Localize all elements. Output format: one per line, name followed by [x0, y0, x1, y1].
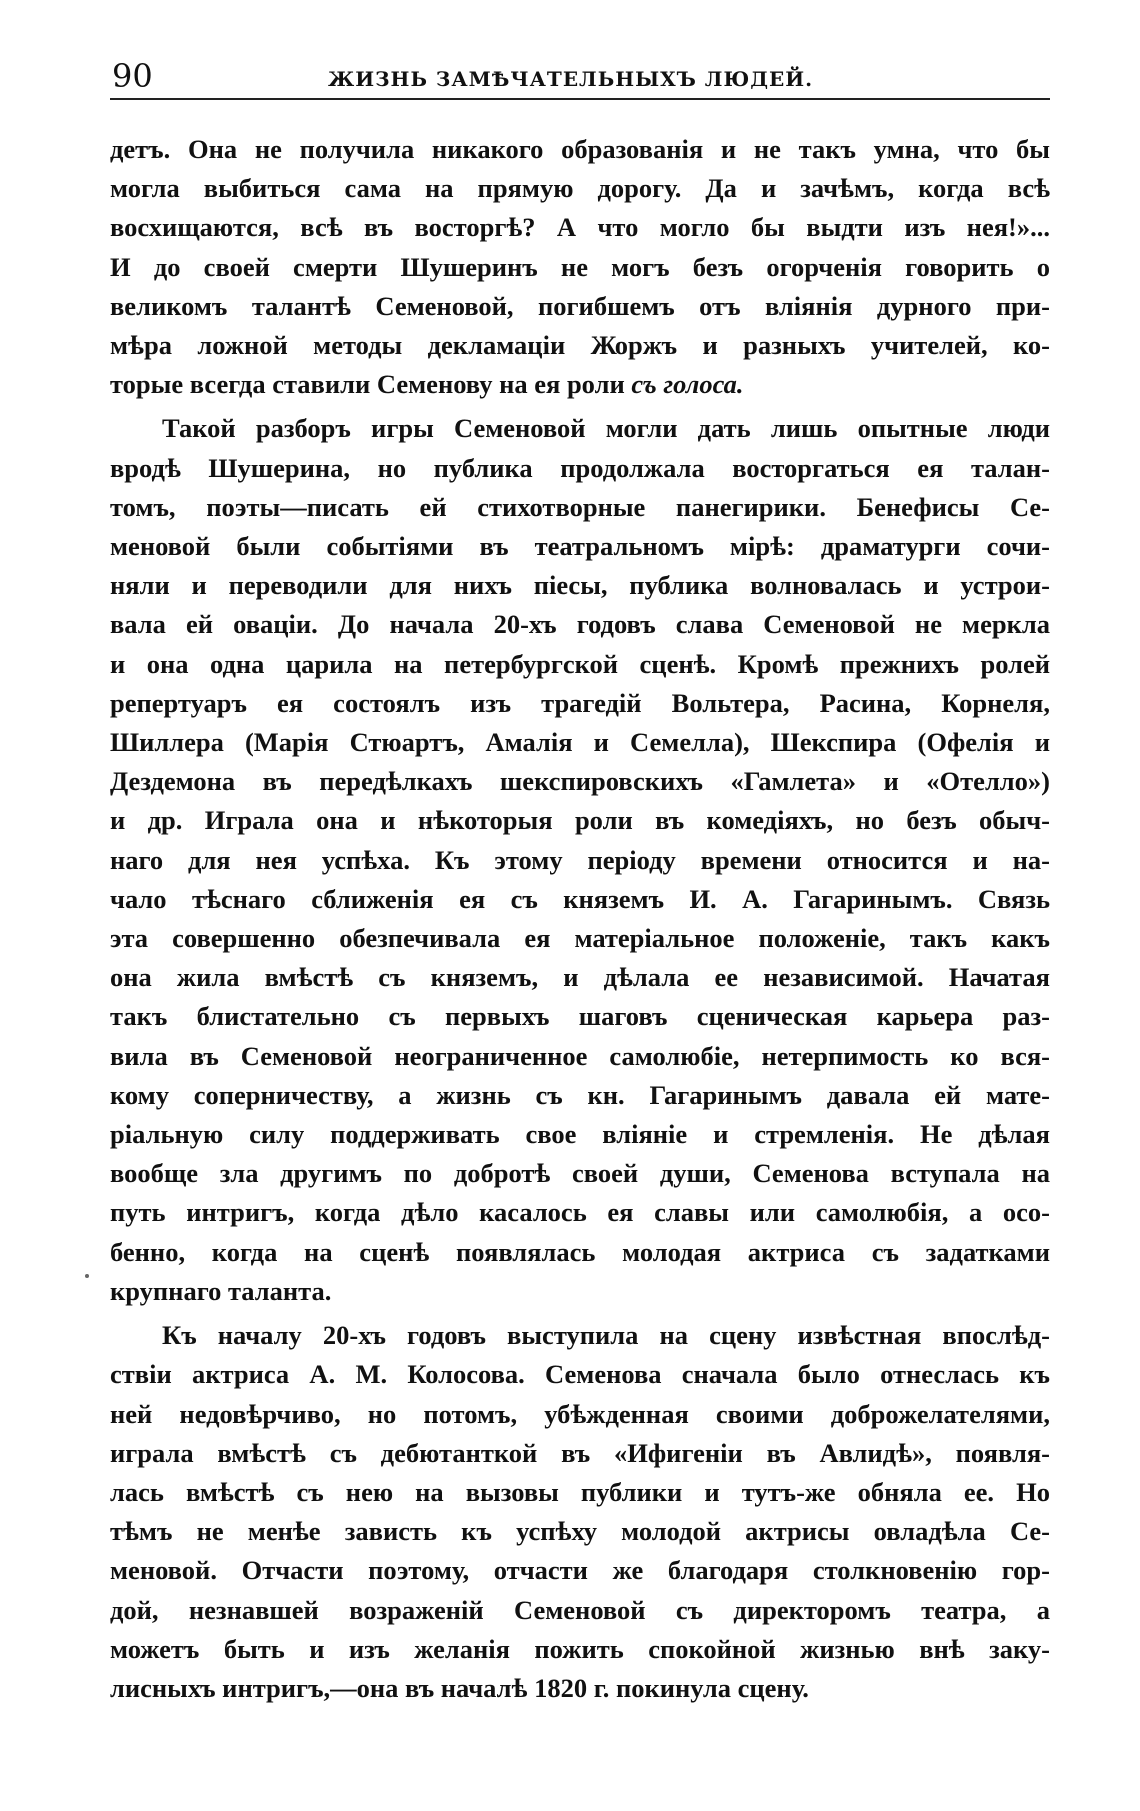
- text-line: и она одна царила на петербургской сценѣ. Кромѣ прежнихъ ролей: [110, 648, 1050, 679]
- text-line: дой, незнавшей возраженій Семеновой съ директоромъ театра, а: [110, 1594, 1050, 1625]
- text-segment: торые всегда ставили Семенову на ея роли: [110, 369, 632, 400]
- text-line: мѣра ложной методы декламаціи Жоржъ и разныхъ учителей, ко-: [110, 330, 1050, 361]
- text-line: крупнаго таланта.: [110, 1275, 332, 1306]
- text-line: можетъ быть и изъ желанія пожить спокойной жизнью внѣ заку-: [110, 1633, 1050, 1664]
- text-line: Такой разборъ игры Семеновой могли дать лишь опытные люди: [162, 413, 1050, 444]
- text-line: томъ, поэты—писать ей стихотворные панегирики. Бенефисы Се-: [110, 491, 1050, 522]
- text-line: меновой были событіями въ театральномъ мірѣ: драматурги сочи-: [110, 531, 1050, 562]
- text-line: эта совершенно обезпечивала ея матеріальное положеніе, такъ какъ: [110, 923, 1050, 954]
- text-line: ріальную силу поддерживать свое вліяніе и стремленія. Не дѣлая: [110, 1119, 1050, 1150]
- text-line: няли и переводили для нихъ піесы, публика волновалась и устрои-: [110, 570, 1050, 601]
- text-line: детъ. Она не получила никакого образованія и не такъ умна, что бы: [110, 134, 1050, 164]
- page-number: 90: [112, 57, 153, 95]
- text-line: чало тѣснаго сближенія ея съ княземъ И. А. Гагаринымъ. Связь: [110, 883, 1050, 914]
- page-header: [110, 48, 1050, 100]
- text-line: ствіи актриса А. М. Колосова. Семенова сначала было отнеслась къ: [110, 1359, 1050, 1390]
- text-line: И до своей смерти Шушеринъ не могъ безъ огорченія говорить о: [110, 251, 1050, 282]
- text-line: [110, 365, 1050, 404]
- text-line: путь интригъ, когда дѣло касалось ея славы или самолюбія, а осо-: [110, 1197, 1050, 1228]
- text-line: восхищаются, всѣ въ восторгѣ? А что могло бы выдти изъ нея!»...: [110, 212, 1050, 243]
- text-line: играла вмѣстѣ съ дебютанткой въ «Ифигеніи въ Авлидѣ», появля-: [110, 1437, 1050, 1468]
- text-line: Къ началу 20-хъ годовъ выступила на сцену извѣстная впослѣд-: [162, 1320, 1050, 1351]
- text-line: такъ блистательно съ первыхъ шаговъ сценическая карьера раз-: [110, 1001, 1050, 1032]
- text-line: наго для нея успѣха. Къ этому періоду времени относится и на-: [110, 844, 1050, 875]
- text-line: лась вмѣстѣ съ нею на вызовы публики и тутъ-же обняла ее. Но: [110, 1476, 1050, 1507]
- text-line: и др. Играла она и нѣкоторыя роли въ комедіяхъ, но безъ обыч-: [110, 805, 1050, 836]
- text-line: ней недовѣрчиво, но потомъ, убѣжденная своими доброжелателями,: [110, 1398, 1050, 1429]
- text-line: тѣмъ не менѣе зависть къ успѣху молодой актрисы овладѣла Се-: [110, 1516, 1050, 1547]
- text-line: могла выбиться сама на прямую дорогу. Да и зачѣмъ, когда всѣ: [110, 173, 1050, 204]
- text-line: вила въ Семеновой неограниченное самолюбіе, нетерпимость ко вся-: [110, 1040, 1050, 1071]
- italic-phrase: съ голоса.: [631, 369, 744, 400]
- text-line: она жила вмѣстѣ съ княземъ, и дѣлала ее независимой. Начатая: [110, 962, 1050, 993]
- text-line: Дездемона въ передѣлкахъ шекспировскихъ «Гамлета» и «Отелло»): [110, 766, 1050, 797]
- body-text: [110, 130, 1050, 1708]
- text-line: вродѣ Шушерина, но публика продолжала восторгаться ея талан-: [110, 452, 1050, 483]
- text-line: репертуаръ ея состоялъ изъ трагедій Вольтера, Расина, Корнеля,: [110, 687, 1050, 718]
- text-line: лисныхъ интригъ,—она въ началѣ 1820 г. покинула сцену.: [110, 1672, 809, 1703]
- text-line: меновой. Отчасти поэтому, отчасти же благодаря столкновенію гор-: [110, 1555, 1050, 1586]
- text-line: кому соперничеству, а жизнь съ кн. Гагаринымъ давала ей мате-: [110, 1079, 1050, 1110]
- text-line: Шиллера (Марія Стюартъ, Амалія и Семелла), Шекспира (Офелія и: [110, 727, 1050, 758]
- book-page: [110, 48, 1050, 1708]
- print-speck: [85, 1274, 89, 1278]
- text-line: бенно, когда на сценѣ появлялась молодая актриса съ задатками: [110, 1236, 1050, 1267]
- text-line: вала ей оваціи. До начала 20-хъ годовъ слава Семеновой не меркла: [110, 609, 1050, 640]
- text-line: вообще зла другимъ по добротѣ своей души, Семенова вступала на: [110, 1158, 1050, 1189]
- running-title: ЖИЗНЬ ЗАМѢЧАТЕЛЬНЫХЪ ЛЮДЕЙ.: [328, 67, 814, 91]
- text-line: великомъ талантѣ Семеновой, погибшемъ отъ вліянія дурного при-: [110, 290, 1050, 321]
